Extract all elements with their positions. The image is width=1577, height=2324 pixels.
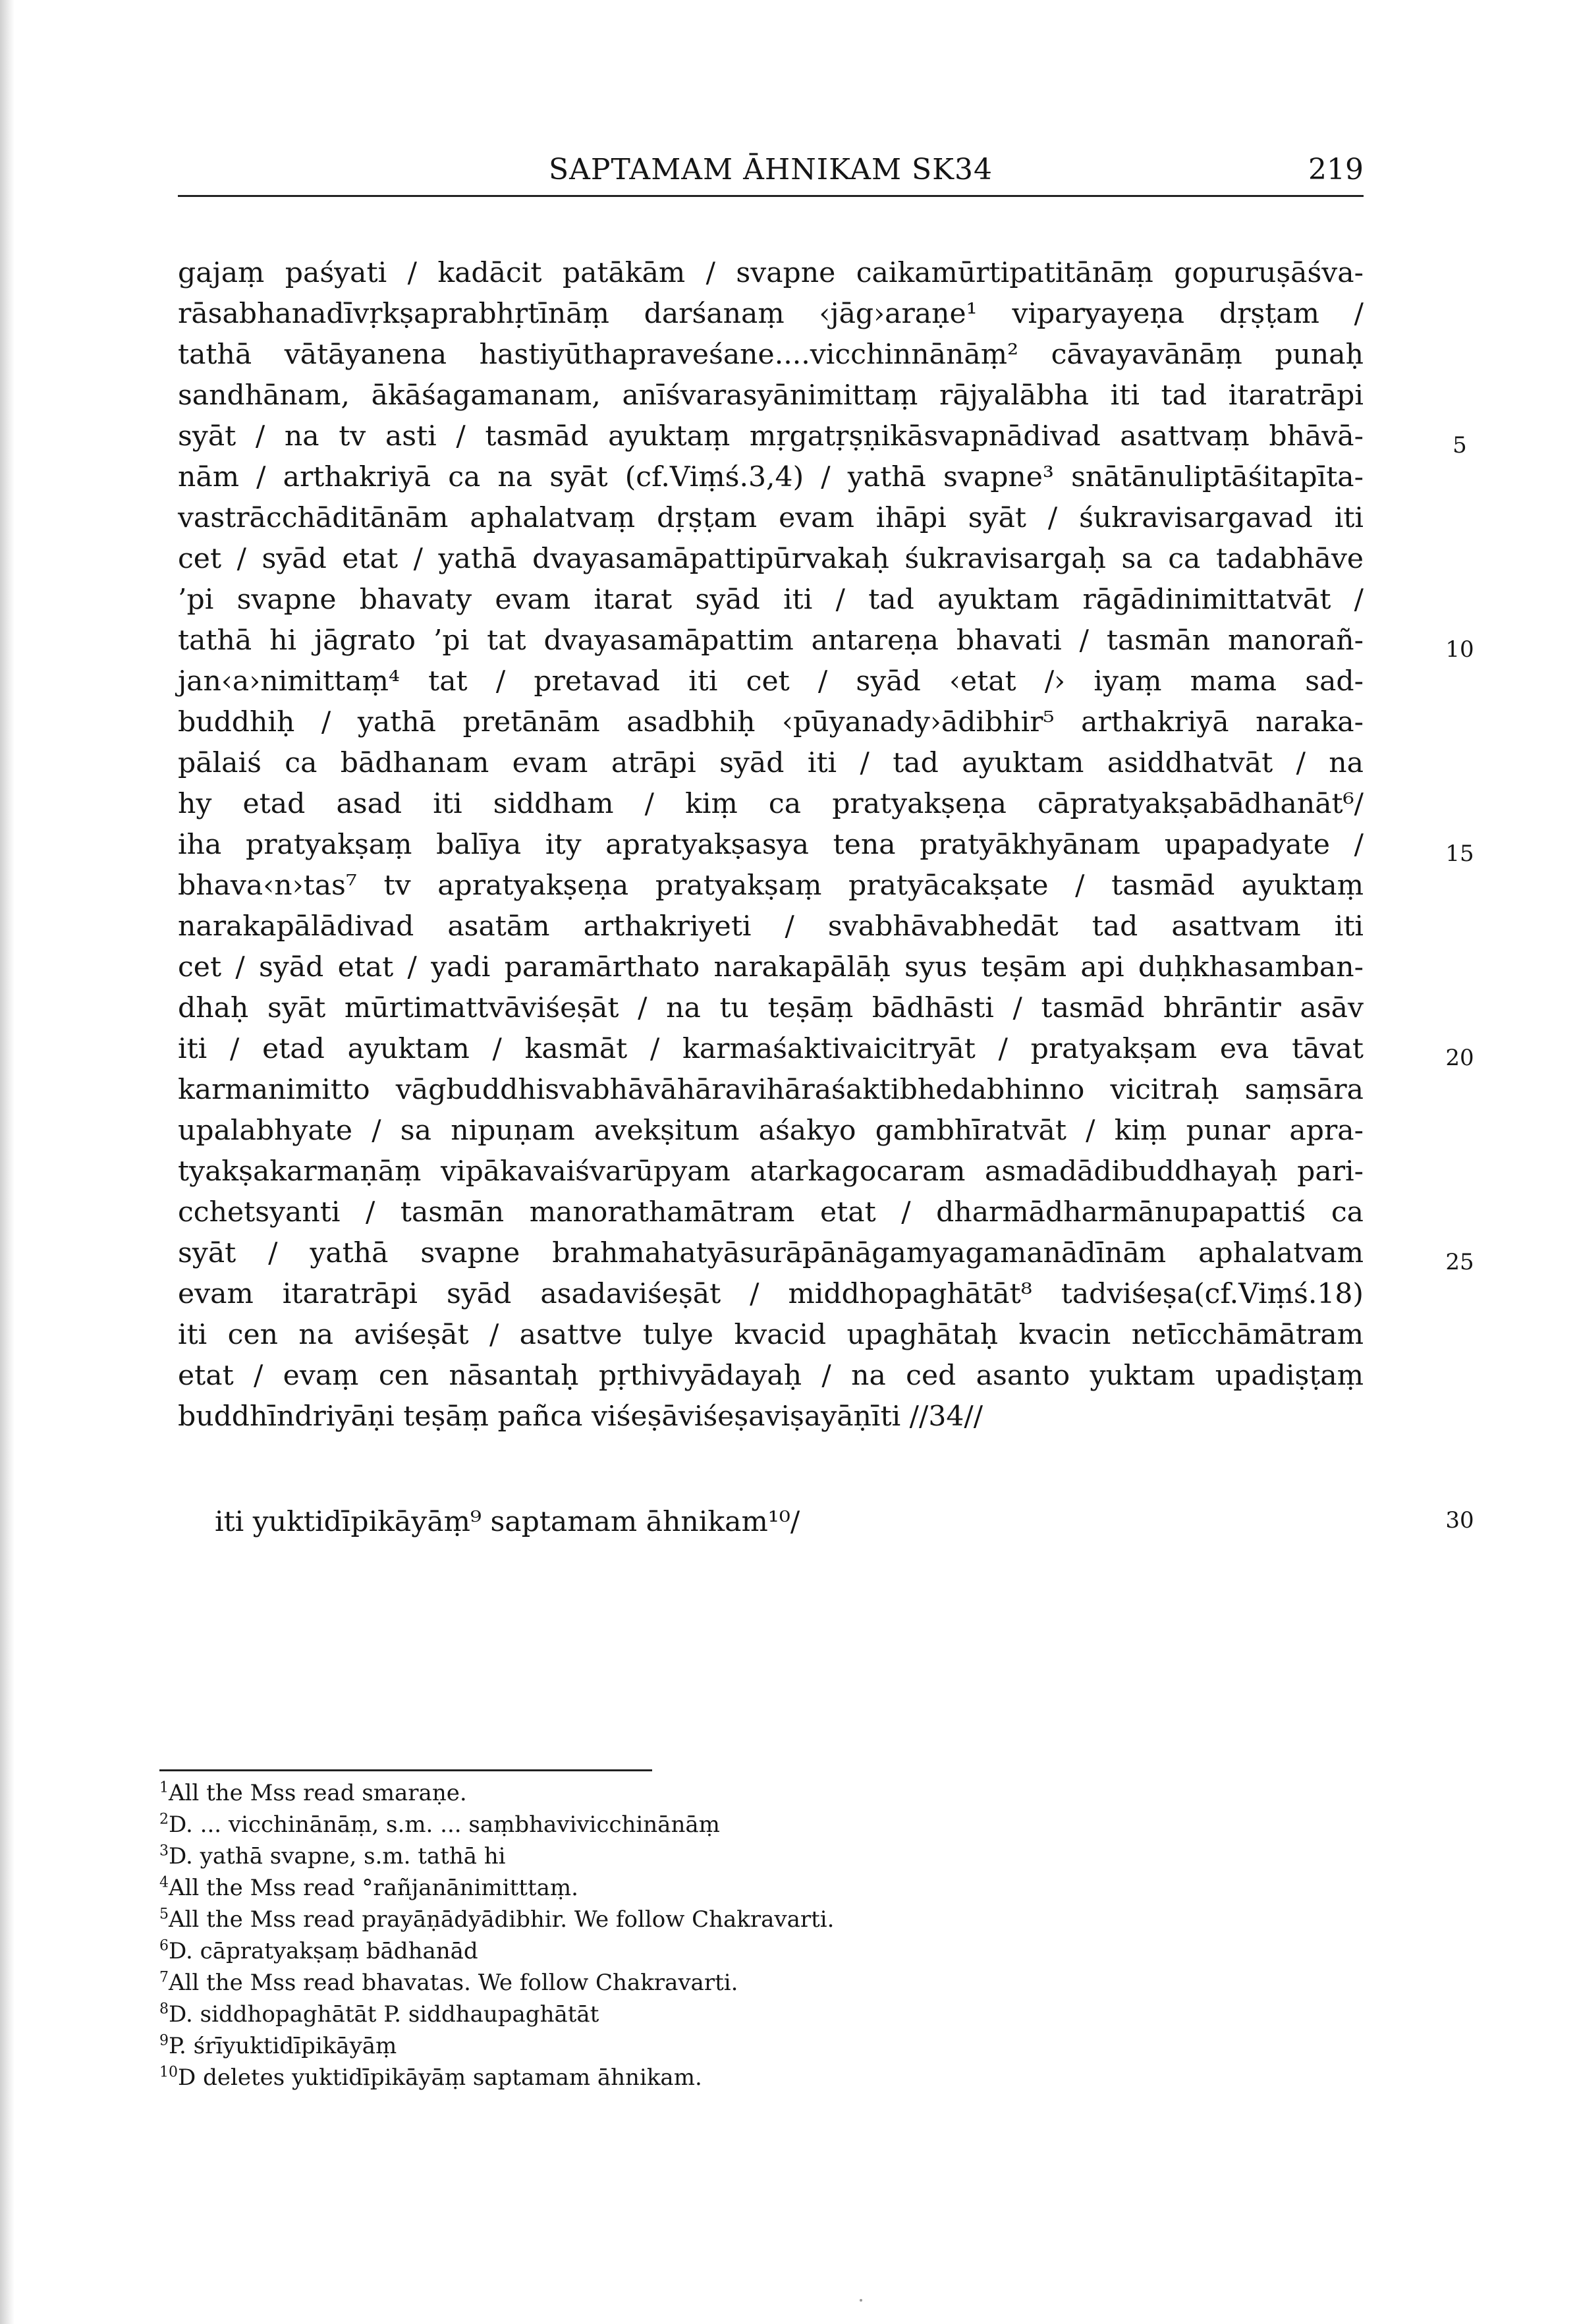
text-line: rāsabhanadīvṛkṣaprabhṛtīnāṃ darśanaṃ ‹jāg›araṇe¹ viparyayeṇa dṛṣṭam / bbox=[178, 298, 1364, 330]
text-line: tathā hi jāgrato ’pi tat dvayasamāpattim antareṇa bhavati / tasmān manorañ- bbox=[178, 624, 1364, 657]
text-line: cet / syād etat / yathā dvayasamāpattipūrvakaḥ śukravisargaḥ sa ca tadabhāve bbox=[178, 543, 1364, 575]
text-line: bhava‹n›tas⁷ tv apratyakṣeṇa pratyakṣaṃ pratyācakṣate / tasmād ayuktaṃ bbox=[178, 870, 1364, 902]
text-line: nām / arthakriyā ca na syāt (cf.Viṃś.3,4) / yathā svapne³ snātānuliptāśitapīta- bbox=[178, 461, 1364, 493]
footnote-rule bbox=[159, 1769, 652, 1771]
text-line: syāt / yathā svapne brahmahatyāsurāpānāgamyagamanādīnām aphalatvam bbox=[178, 1237, 1364, 1269]
line-number: 10 bbox=[1445, 636, 1474, 663]
footnote: $^5$All the Mss read prayāṇādyādibhir. We follow Chakravarti. bbox=[159, 1906, 835, 1933]
text-line: iha pratyakṣaṃ balīya ity apratyakṣasya tena pratyākhyānam upapadyate / bbox=[178, 829, 1364, 861]
text-line: buddhīndriyāṇi teṣāṃ pañca viśeṣāviśeṣaviṣayāṇīti //34// bbox=[178, 1400, 983, 1433]
footnote: $^3$D. yathā svapne, s.m. tathā hi bbox=[159, 1842, 506, 1869]
footnotes bbox=[159, 1777, 1148, 2093]
footnote: $^8$D. siddhopaghātāt P. siddhaupaghātāt bbox=[159, 2001, 599, 2028]
footnote: $^1$All the Mss read smaraṇe. bbox=[159, 1779, 467, 1806]
text-line: karmanimitto vāgbuddhisvabhāvāhāravihāraśaktibhedabhinno vicitraḥ saṃsāra bbox=[178, 1074, 1364, 1106]
line-number: 15 bbox=[1445, 841, 1474, 867]
header-rule bbox=[178, 195, 1364, 197]
colophon: iti yuktidīpikāyāṃ⁹ saptamam āhnikam¹⁰/ bbox=[215, 1506, 800, 1538]
text-line: buddhiḥ / yathā pretānām asadbhiḥ ‹pūyanady›ādibhir⁵ arthakriyā naraka- bbox=[178, 706, 1364, 738]
text-line: jan‹a›nimittaṃ⁴ tat / pretavad iti cet / syād ‹etat /› iyaṃ mama sad- bbox=[178, 665, 1364, 698]
text-line: syāt / na tv asti / tasmād ayuktaṃ mṛgatṛṣṇikāsvapnādivad asattvaṃ bhāvā- bbox=[178, 420, 1364, 453]
text-line: tathā vātāyanena hastiyūthapraveśane....vicchinnānāṃ² cāvayavānāṃ punaḥ bbox=[178, 339, 1364, 371]
page-number: 219 bbox=[1308, 153, 1364, 186]
line-number: 5 bbox=[1452, 432, 1467, 458]
footnote: $^4$All the Mss read °rañjanānimitttaṃ. bbox=[159, 1874, 578, 1901]
text-line: sandhānam, ākāśagamanam, anīśvarasyānimittaṃ rājyalābha iti tad itaratrāpi bbox=[178, 379, 1364, 412]
text-line: etat / evaṃ cen nāsantaḥ pṛthivyādayaḥ / na ced asanto yuktam upadiṣṭaṃ bbox=[178, 1360, 1364, 1392]
text-line: tyakṣakarmaṇāṃ vipākavaiśvarūpyam atarkagocaram asmadādibuddhayaḥ pari- bbox=[178, 1155, 1364, 1188]
line-number: 20 bbox=[1445, 1045, 1474, 1071]
line-number: 25 bbox=[1445, 1249, 1474, 1275]
text-line: pālaiś ca bādhanam evam atrāpi syād iti / tad ayuktam asiddhatvāt / na bbox=[178, 747, 1364, 779]
text-line: upalabhyate / sa nipuṇam avekṣitum aśakyo gambhīratvāt / kiṃ punar apra- bbox=[178, 1115, 1364, 1147]
scan-speck bbox=[860, 2299, 862, 2302]
scan-page-edge bbox=[0, 0, 14, 2324]
footnote: $^7$All the Mss read bhavatas. We follow Chakravarti. bbox=[159, 1969, 738, 1996]
footnote: $^{10}$D deletes yuktidīpikāyāṃ saptamam āhnikam. bbox=[159, 2064, 702, 2091]
text-line: hy etad asad iti siddham / kiṃ ca pratyakṣeṇa cāpratyakṣabādhanāt⁶/ bbox=[178, 788, 1364, 820]
text-line: iti cen na aviśeṣāt / asattve tulye kvacid upaghātaḥ kvacin netīcchāmātram bbox=[178, 1319, 1364, 1351]
text-line: cet / syād etat / yadi paramārthato narakapālāḥ syus teṣām api duḥkhasamban- bbox=[178, 951, 1364, 983]
main-text bbox=[178, 253, 1364, 1437]
line-number: 30 bbox=[1445, 1507, 1474, 1534]
footnote: $^2$D. ... vicchinānāṃ, s.m. ... saṃbhavivicchinānāṃ bbox=[159, 1811, 720, 1838]
text-line: gajaṃ paśyati / kadācit patākām / svapne caikamūrtipatitānāṃ gopuruṣāśva- bbox=[178, 257, 1364, 289]
running-head bbox=[178, 153, 1364, 194]
text-line: dhaḥ syāt mūrtimattvāviśeṣāt / na tu teṣāṃ bādhāsti / tasmād bhrāntir asāv bbox=[178, 992, 1364, 1024]
text-line: vastrācchāditānām aphalatvaṃ dṛṣṭam evam ihāpi syāt / śukravisargavad iti bbox=[178, 502, 1364, 534]
footnote: $^6$D. cāpratyakṣaṃ bādhanād bbox=[159, 1937, 478, 1964]
text-line: narakapālādivad asatām arthakriyeti / svabhāvabhedāt tad asattvam iti bbox=[178, 910, 1364, 943]
text-line: evam itaratrāpi syād asadaviśeṣāt / middhopaghātāt⁸ tadviśeṣa(cf.Viṃś.18) bbox=[178, 1278, 1364, 1310]
running-title: SAPTAMAM ĀHNIKAM SK34 bbox=[548, 153, 993, 186]
text-line: iti / etad ayuktam / kasmāt / karmaśaktivaicitryāt / pratyakṣam eva tāvat bbox=[178, 1033, 1364, 1065]
text-line: cchetsyanti / tasmān manorathamātram etat / dharmādharmānupapattiś ca bbox=[178, 1196, 1364, 1229]
text-line: ’pi svapne bhavaty evam itarat syād iti / tad ayuktam rāgādinimittatvāt / bbox=[178, 584, 1364, 616]
footnote: $^9$P. śrīyuktidīpikāyāṃ bbox=[159, 2032, 397, 2059]
